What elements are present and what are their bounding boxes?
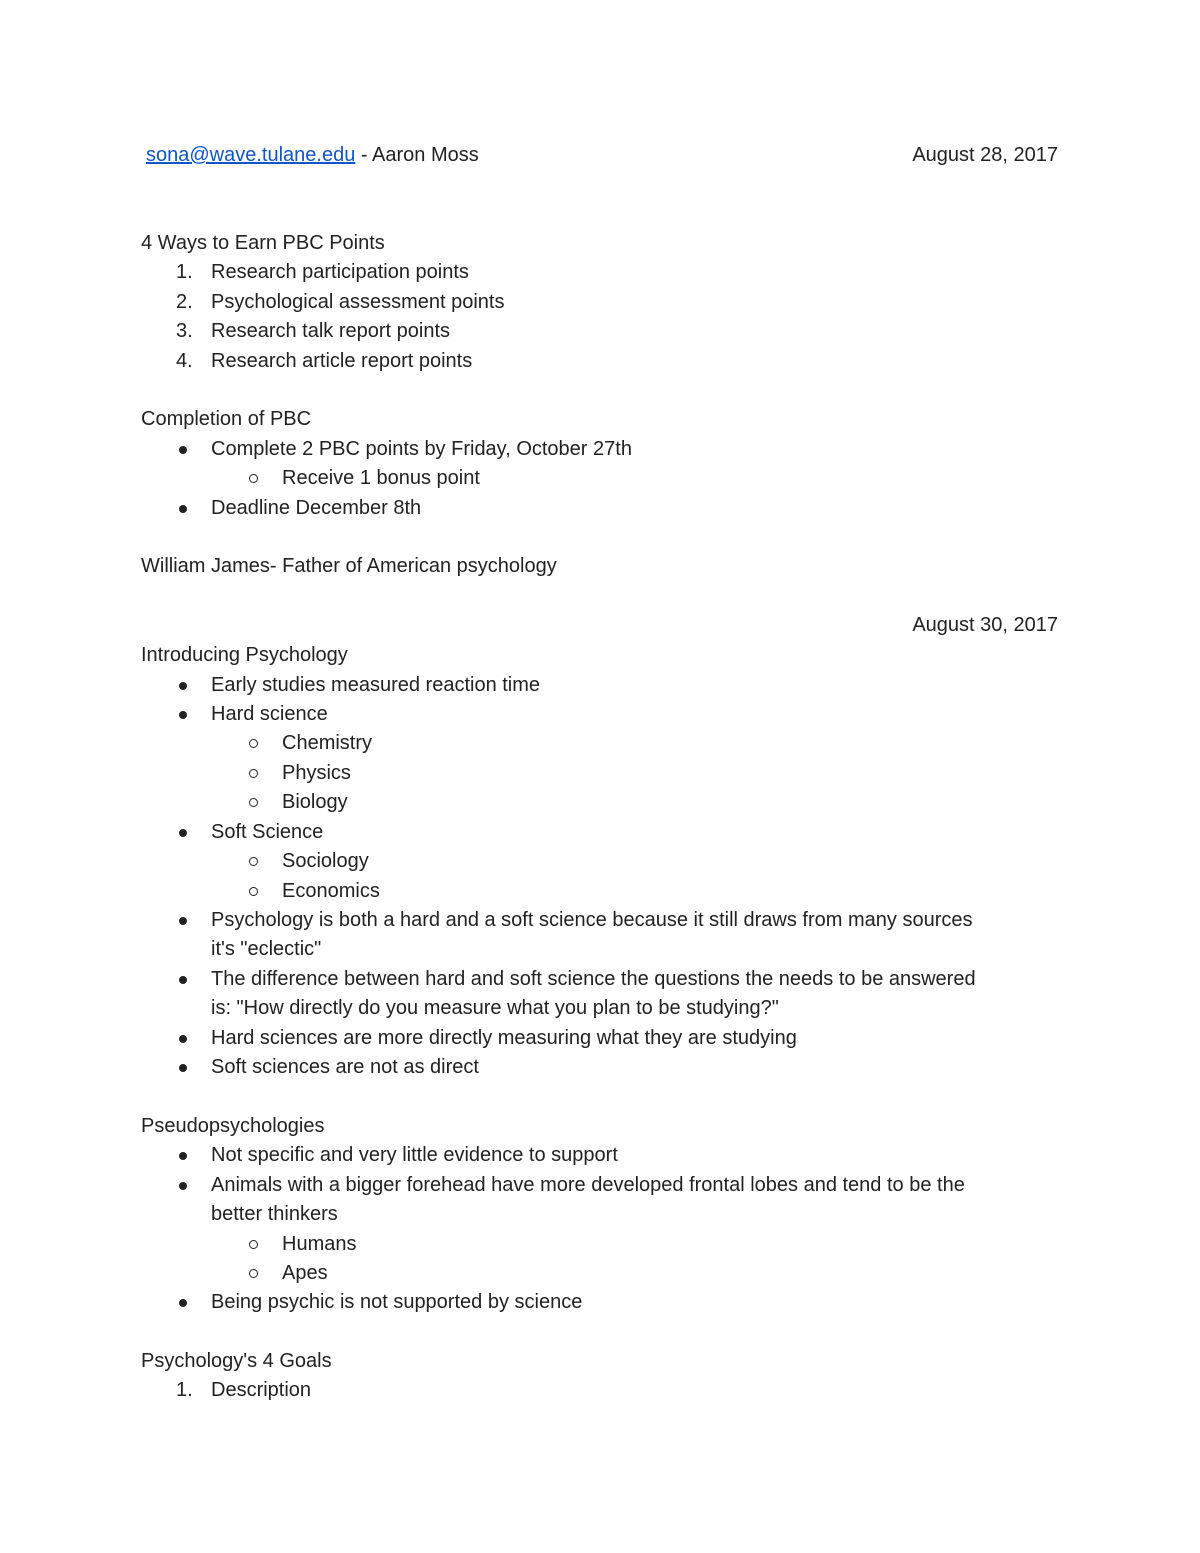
list-item: The difference between hard and soft science the questions the needs to be answered bbox=[211, 968, 976, 990]
bullet-dot-icon bbox=[179, 917, 187, 925]
list-item: Psychology is both a hard and a soft science because it still draws from many sources bbox=[211, 909, 973, 931]
author-name: - Aaron Moss bbox=[355, 144, 479, 166]
sub-list-item: Chemistry bbox=[282, 732, 373, 754]
date-august-28: August 28, 2017 bbox=[912, 144, 1058, 166]
list-item: Soft Science bbox=[211, 821, 324, 843]
list-item: Hard sciences are more directly measuring what they are studying bbox=[211, 1027, 797, 1049]
list-number: 2. bbox=[176, 291, 193, 313]
list-item: Soft sciences are not as direct bbox=[211, 1056, 479, 1078]
section-title-pbc-ways: 4 Ways to Earn PBC Points bbox=[141, 232, 385, 254]
list-item: Complete 2 PBC points by Friday, October 27th bbox=[211, 438, 632, 460]
list-item: Early studies measured reaction time bbox=[211, 674, 541, 696]
list-item: Deadline December 8th bbox=[211, 497, 422, 519]
list-item-continuation: it's "eclectic" bbox=[211, 938, 322, 960]
bullet-dot-icon bbox=[179, 682, 187, 690]
bullet-dot-icon bbox=[179, 1064, 187, 1072]
sub-list-item: Sociology bbox=[282, 850, 369, 872]
section-title-pseudopsychologies: Pseudopsychologies bbox=[141, 1115, 325, 1137]
bullet-ring-icon bbox=[249, 798, 258, 807]
list-item: Research participation points bbox=[211, 261, 469, 283]
email-link[interactable]: sona@wave.tulane.edu bbox=[146, 144, 356, 166]
section-title-completion: Completion of PBC bbox=[141, 408, 312, 430]
sub-list-item: Physics bbox=[282, 762, 351, 784]
bullet-dot-icon bbox=[179, 1299, 187, 1307]
bullet-ring-icon bbox=[249, 887, 258, 896]
sub-list-item: Humans bbox=[282, 1233, 357, 1255]
list-item: Research talk report points bbox=[211, 320, 451, 342]
william-james-note: William James- Father of American psychology bbox=[141, 555, 557, 577]
list-item: Description bbox=[211, 1379, 312, 1401]
bullet-ring-icon bbox=[249, 857, 258, 866]
list-item: Research article report points bbox=[211, 350, 473, 372]
bullet-ring-icon bbox=[249, 1269, 258, 1278]
list-item: Not specific and very little evidence to support bbox=[211, 1144, 618, 1166]
bullet-dot-icon bbox=[179, 976, 187, 984]
sub-list-item: Biology bbox=[282, 791, 348, 813]
bullet-ring-icon bbox=[249, 474, 258, 483]
list-item-continuation: is: "How directly do you measure what you plan to be studying?" bbox=[211, 997, 779, 1019]
list-item-continuation: better thinkers bbox=[211, 1203, 338, 1225]
sub-list-item: Apes bbox=[282, 1262, 328, 1284]
header-line bbox=[146, 140, 479, 170]
section-title-goals: Psychology's 4 Goals bbox=[141, 1350, 332, 1372]
list-number: 3. bbox=[176, 320, 193, 342]
list-item: Psychological assessment points bbox=[211, 291, 505, 313]
list-item: Being psychic is not supported by science bbox=[211, 1291, 583, 1313]
sub-list-item: Receive 1 bonus point bbox=[282, 467, 480, 489]
sub-list-item: Economics bbox=[282, 880, 380, 902]
bullet-ring-icon bbox=[249, 1240, 258, 1249]
bullet-dot-icon bbox=[179, 1152, 187, 1160]
section-title-introducing: Introducing Psychology bbox=[141, 644, 348, 666]
bullet-dot-icon bbox=[179, 1182, 187, 1190]
date-august-30: August 30, 2017 bbox=[912, 614, 1058, 636]
bullet-dot-icon bbox=[179, 829, 187, 837]
bullet-dot-icon bbox=[179, 505, 187, 513]
list-number: 1. bbox=[176, 1379, 193, 1401]
bullet-dot-icon bbox=[179, 711, 187, 719]
bullet-dot-icon bbox=[179, 446, 187, 454]
list-item: Animals with a bigger forehead have more developed frontal lobes and tend to be the bbox=[211, 1174, 965, 1196]
list-number: 1. bbox=[176, 261, 193, 283]
bullet-ring-icon bbox=[249, 769, 258, 778]
list-number: 4. bbox=[176, 350, 193, 372]
bullet-dot-icon bbox=[179, 1035, 187, 1043]
bullet-ring-icon bbox=[249, 739, 258, 748]
list-item: Hard science bbox=[211, 703, 328, 725]
